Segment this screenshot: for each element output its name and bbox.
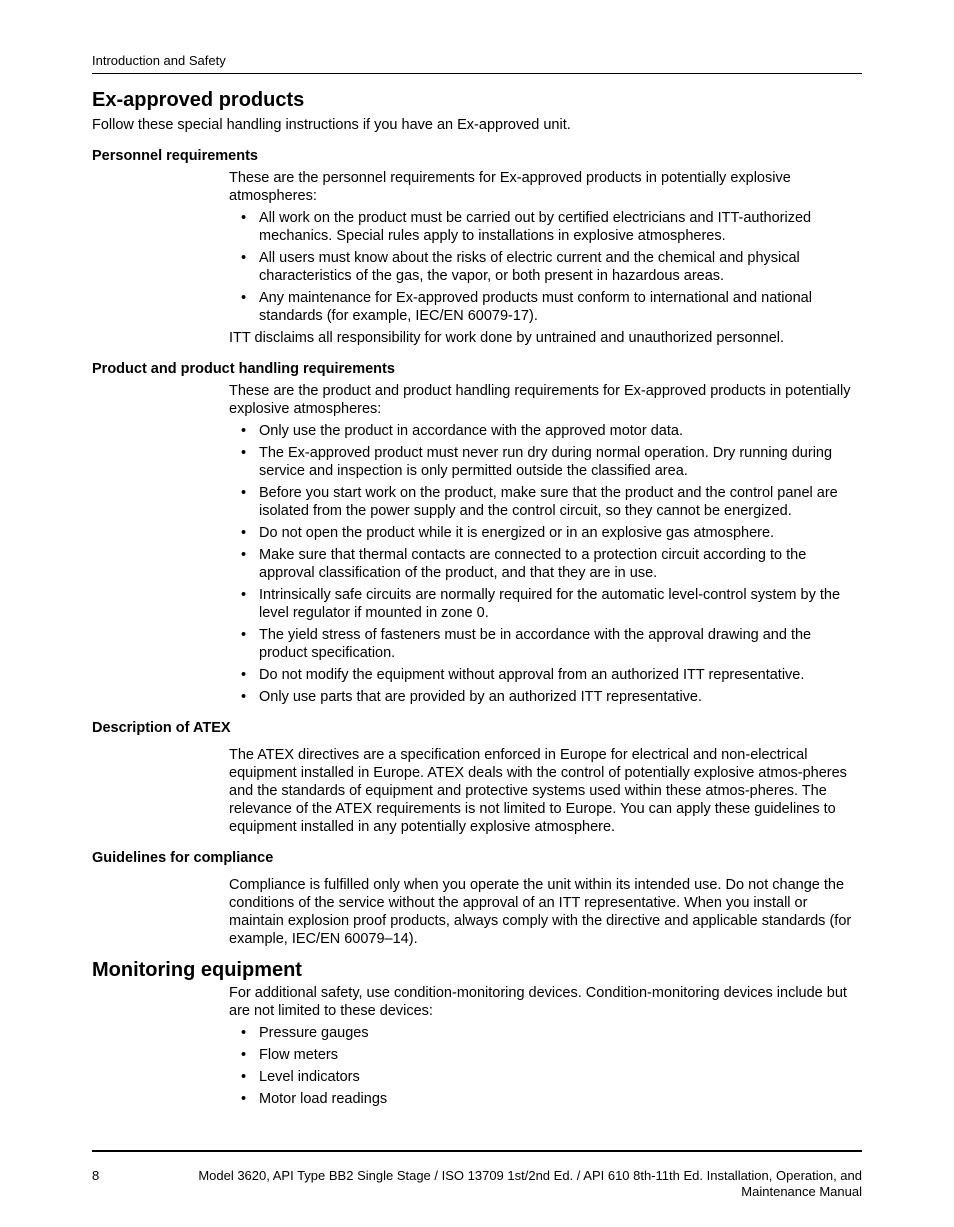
- section-title-ex-approved: Ex-approved products: [92, 89, 305, 111]
- list-item: • Make sure that thermal contacts are connected to a protection circuit according to the approval classification of the product, and that they are in use.: [241, 547, 807, 581]
- list-item: • Do not open the product while it is energized or in an explosive gas atmosphere.: [241, 525, 775, 541]
- list-item: • Level indicators: [241, 1069, 360, 1085]
- heading-atex: Description of ATEX: [92, 720, 231, 736]
- monitoring-lead: For additional safety, use condition-monitoring devices. Condition-monitoring devices include but are not limited to these devices:: [229, 985, 847, 1019]
- list-item: • Intrinsically safe circuits are normally required for the automatic level-control system by the level regulator if mounted in zone 0.: [241, 587, 841, 621]
- bullet-icon: •: [241, 627, 247, 643]
- monitoring-body: [229, 984, 862, 1108]
- heading-personnel: Personnel requirements: [92, 148, 258, 164]
- bullet-icon: •: [241, 485, 247, 501]
- bullet-icon: •: [241, 1091, 247, 1107]
- page-footer: [92, 1150, 862, 1199]
- atex-body: [229, 746, 862, 836]
- list-item: • Do not modify the equipment without approval from an authorized ITT representative.: [241, 667, 805, 683]
- monitoring-list: [229, 1024, 862, 1108]
- list-item: • All work on the product must be carried out by certified electricians and ITT-authorized mechanics. Special rules apply to installations in explosive atmospheres.: [241, 210, 812, 244]
- page-number: 8: [92, 1168, 100, 1183]
- bullet-icon: •: [241, 250, 247, 266]
- personnel-closing: ITT disclaims all responsibility for work done by untrained and unauthorized personnel.: [229, 330, 785, 346]
- bullet-icon: •: [241, 689, 247, 705]
- personnel-lead: These are the personnel requirements for Ex-approved products in potentially explosive atmospheres:: [229, 170, 791, 204]
- heading-product-handling: Product and product handling requirements: [92, 361, 395, 377]
- bullet-icon: •: [241, 525, 247, 541]
- list-item: • Only use parts that are provided by an authorized ITT representative.: [241, 689, 703, 705]
- bullet-icon: •: [241, 1069, 247, 1085]
- bullet-icon: •: [241, 1047, 247, 1063]
- document-title: Model 3620, API Type BB2 Single Stage / ISO 13709 1st/2nd Ed. / API 610 8th-11th Ed. Installation, Operation, and Maintenance Manual: [198, 1168, 862, 1199]
- bullet-icon: •: [241, 547, 247, 563]
- running-head: Introduction and Safety: [92, 53, 862, 74]
- atex-text: The ATEX directives are a specification enforced in Europe for electrical and non-electrical equipment installed in Europe. ATEX deals with the control of potentially explosive atmos-pheres and the standards of equipment and protective systems used within these atmos-pheres. The relevance of the ATEX requirements is not limited to Europe. You can apply these guidelines to equipment installed in any potentially explosive atmosphere.: [229, 747, 847, 835]
- bullet-icon: •: [241, 445, 247, 461]
- list-item: • Before you start work on the product, make sure that the product and the control panel are isolated from the power supply and the control circuit, so they cannot be energized.: [241, 485, 838, 519]
- heading-compliance: Guidelines for compliance: [92, 850, 274, 866]
- bullet-icon: •: [241, 210, 247, 226]
- section-title-monitoring: Monitoring equipment: [92, 959, 302, 981]
- bullet-icon: •: [241, 290, 247, 306]
- list-item: • The Ex-approved product must never run dry during normal operation. Dry running during service and inspection is only permitted outside the classified area.: [241, 445, 833, 479]
- personnel-body: [229, 169, 862, 347]
- bullet-icon: •: [241, 587, 247, 603]
- personnel-list: [229, 209, 862, 325]
- handling-lead: These are the product and product handling requirements for Ex-approved products in potentially explosive atmospheres:: [229, 383, 851, 417]
- list-item: • All users must know about the risks of electric current and the chemical and physical characteristics of the gas, the vapor, or both present in hazardous areas.: [241, 250, 800, 284]
- bullet-icon: •: [241, 667, 247, 683]
- list-item: • Only use the product in accordance with the approved motor data.: [241, 423, 683, 439]
- section-intro: Follow these special handling instructions if you have an Ex-approved unit.: [92, 117, 571, 133]
- bullet-icon: •: [241, 1025, 247, 1041]
- bullet-icon: •: [241, 423, 247, 439]
- page-content: [92, 88, 862, 1108]
- compliance-text: Compliance is fulfilled only when you operate the unit within its intended use. Do not change the conditions of the service without the approval of an ITT representative. When you install or maintain explosion proof products, always comply with the directive and applicable standards (for example, IEC/EN 60079–14).: [229, 877, 852, 947]
- compliance-body: [229, 876, 862, 948]
- list-item: • Flow meters: [241, 1047, 338, 1063]
- list-item: • Pressure gauges: [241, 1025, 369, 1041]
- handling-body: [229, 382, 862, 706]
- handling-list: [229, 422, 862, 706]
- list-item: • The yield stress of fasteners must be in accordance with the approval drawing and the product specification.: [241, 627, 812, 661]
- list-item: • Motor load readings: [241, 1091, 388, 1107]
- list-item: • Any maintenance for Ex-approved products must conform to international and national standards (for example, IEC/EN 60079-17).: [241, 290, 812, 324]
